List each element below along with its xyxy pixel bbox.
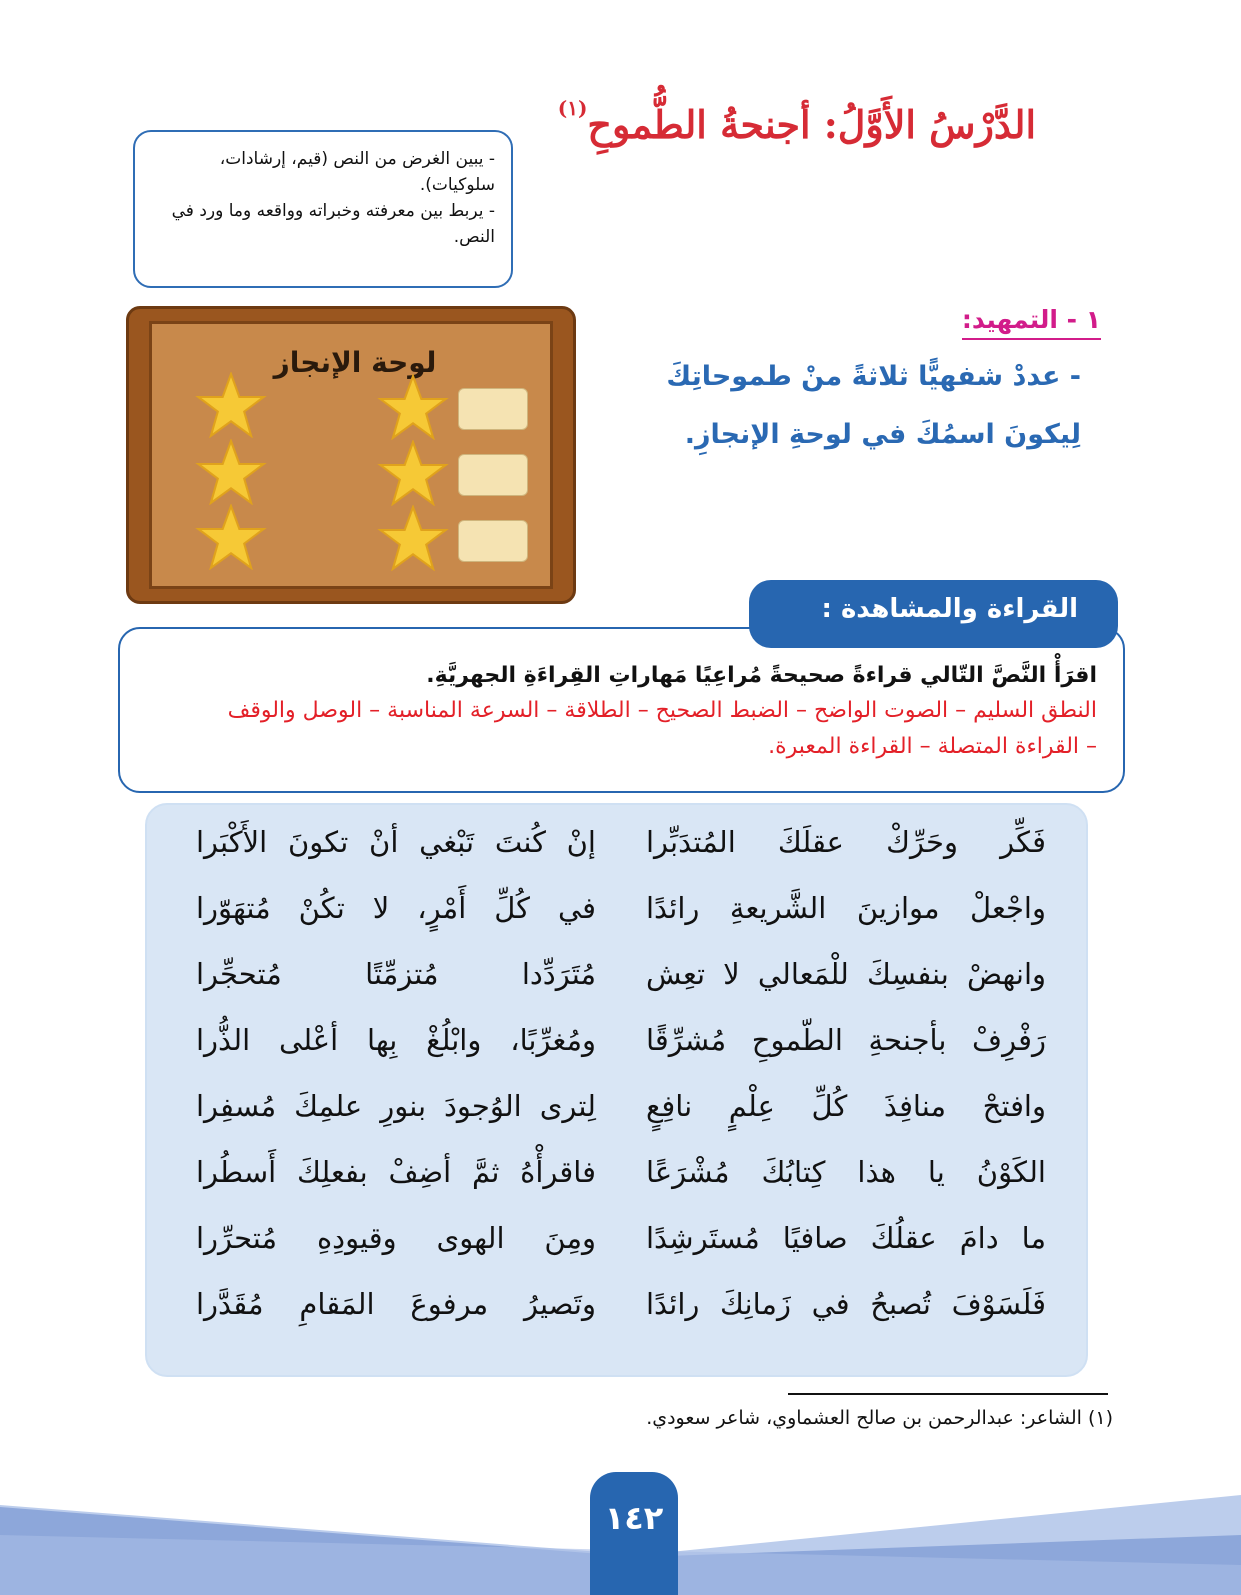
verse-hemistich: إنْ كُنتَ تَبْغي أنْ تكونَ الأَكْبَرا [196, 825, 596, 859]
name-slot [458, 520, 528, 562]
verse-hemistich: في كُلِّ أَمْرٍ، لا تكُنْ مُتهَوّرا [196, 891, 596, 925]
reading-instructions-box [118, 627, 1125, 793]
star-icon [182, 504, 280, 570]
verse-hemistich: وافتحْ منافِذَ كُلِّ عِلْمٍ نافِعٍ [646, 1089, 1046, 1123]
verse-hemistich: فَكِّر وحَرِّكْ عقلَكَ المُتدَبِّرا [646, 825, 1046, 859]
reading-skills-line: النطق السليم – الصوت الواضح – الضبط الصحيح – الطلاقة – السرعة المناسبة – الوصل والوقف [227, 698, 1097, 723]
objective-item: - يبين الغرض من النص (قيم، إرشادات، سلوكيات). [219, 149, 495, 195]
reading-skills-line: – القراءة المتصلة – القراءة المعبرة. [768, 734, 1097, 759]
star-icon [182, 372, 280, 438]
verse-hemistich: رَفْرِفْ بأجنحةِ الطّموحِ مُشرِّقًا [646, 1023, 1046, 1057]
lesson-title [557, 96, 1036, 147]
star-icon [182, 439, 280, 505]
section-tab-reading: القراءة والمشاهدة : [749, 580, 1118, 648]
verse-hemistich: ومُغرِّبًا، وابْلُغْ بِها أعْلى الذُّرا [196, 1023, 596, 1057]
objectives-box [133, 130, 513, 288]
star-icon [364, 440, 462, 506]
verse-hemistich: وتَصيرُ مرفوعَ المَقامِ مُقَدَّرا [196, 1287, 596, 1321]
verse-hemistich: واجْعلْ موازينَ الشَّريعةِ رائدًا [646, 891, 1046, 925]
board-cork [149, 321, 553, 589]
star-icon [364, 374, 462, 440]
intro-text: - عددْ شفهيًّا ثلاثةً منْ طموحاتِكَ لِيكونَ اسمُكَ في لوحةِ الإنجازِ. [666, 361, 1081, 450]
footnote-divider [788, 1393, 1108, 1395]
poem-box [145, 803, 1088, 1377]
verse-hemistich: لِترى الوُجودَ بنورِ علمِكَ مُسفِرا [196, 1089, 596, 1123]
board-title: لوحة الإنجاز [273, 346, 437, 379]
footnote: (١) الشاعر: عبدالرحمن بن صالح العشماوي، شاعر سعودي. [646, 1407, 1113, 1429]
page-number: ١٤٢ [590, 1472, 678, 1595]
verse-hemistich: الكَوْنُ يا هذا كِتابُكَ مُشْرَعًا [646, 1155, 1046, 1189]
verse-hemistich: فاقرأْهُ ثمَّ أضِفْ بفعلِكَ أَسطُرا [196, 1155, 596, 1189]
objective-item: - يربط بين معرفته وخبراته وواقعه وما ورد في النص. [171, 201, 495, 247]
verse-hemistich: ومِنَ الهوى وقيودِهِ مُتحرِّرا [196, 1221, 596, 1255]
star-icon [364, 505, 462, 571]
intro-heading: ١ - التمهيد: [962, 305, 1101, 340]
lesson-title-text: الدَّرْسُ الأَوَّلُ: أجنحةُ الطُّموحِ [587, 102, 1036, 147]
reading-instruction: اقرَأْ النَّصَّ التّالي قراءةً صحيحةً مُراعِيًا مَهاراتِ القِراءَةِ الجهريَّةِ. [426, 663, 1097, 688]
verse-hemistich: فَلَسَوْفَ تُصبحُ في زَمانِكَ رائدًا [646, 1287, 1046, 1321]
verse-hemistich: ما دامَ عقلُكَ صافيًا مُستَرشِدًا [646, 1221, 1046, 1255]
name-slot [458, 388, 528, 430]
achievement-board [126, 306, 576, 604]
name-slot [458, 454, 528, 496]
verse-hemistich: وانهضْ بنفسِكَ للْمَعالي لا تعِش [646, 957, 1046, 991]
verse-hemistich: مُتَرَدِّدا مُتزمِّتًا مُتحجِّرا [196, 957, 596, 991]
title-footnote-mark: (١) [557, 96, 588, 120]
